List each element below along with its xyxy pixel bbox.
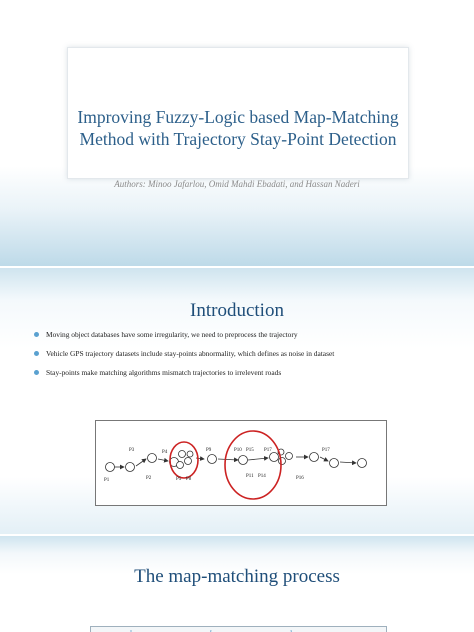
slide-map-matching	[0, 536, 474, 632]
label-p9: P9	[206, 448, 212, 453]
label-p5: P5	[176, 477, 182, 482]
stay-point-highlight-2	[225, 431, 281, 499]
label-p14: P14	[258, 474, 266, 479]
list-item: Stay-points make matching algorithms mismatch trajectories to irrelevent roads	[34, 368, 454, 378]
list-item: Vehicle GPS trajectory datasets include stay-points abnormality, which defines as noise in dataset	[34, 349, 454, 359]
label-p17b: P17	[322, 448, 330, 453]
list-item: Moving object databases have some irregularity, we need to preprocess the trajectory	[34, 330, 454, 340]
title-line-1: Improving Fuzzy-Logic based Map-Matching	[77, 107, 399, 127]
slide-heading: Introduction	[190, 300, 284, 321]
label-p4: P4	[162, 450, 168, 455]
map-figure	[90, 626, 387, 632]
label-p1: P1	[104, 478, 110, 483]
trajectory-diagram	[96, 421, 386, 505]
label-p11: P11	[246, 474, 254, 479]
slide-title	[0, 0, 474, 268]
bullet-dot-icon	[34, 351, 39, 356]
trajectory-figure	[95, 420, 387, 506]
title-line-2: Method with Trajectory Stay-Point Detection	[79, 129, 397, 149]
presentation-title	[68, 106, 408, 150]
bullet-dot-icon	[34, 370, 39, 375]
bullet-list	[34, 330, 454, 387]
bullet-dot-icon	[34, 332, 39, 337]
slide-heading: The map-matching process	[134, 566, 340, 587]
label-p10: P10	[234, 448, 242, 453]
point-labels	[104, 448, 330, 483]
label-p8: P8	[186, 477, 192, 482]
label-p2: P2	[146, 476, 152, 481]
label-p17: P17	[264, 448, 272, 453]
slide-introduction	[0, 268, 474, 536]
title-frame	[67, 47, 409, 179]
label-p15: P15	[246, 448, 254, 453]
label-p16: P16	[296, 476, 304, 481]
label-p3: P3	[129, 448, 135, 453]
authors-line: Authors: Minoo Jafarlou, Omid Mahdi Ebadati, and Hassan Naderi	[114, 179, 360, 189]
